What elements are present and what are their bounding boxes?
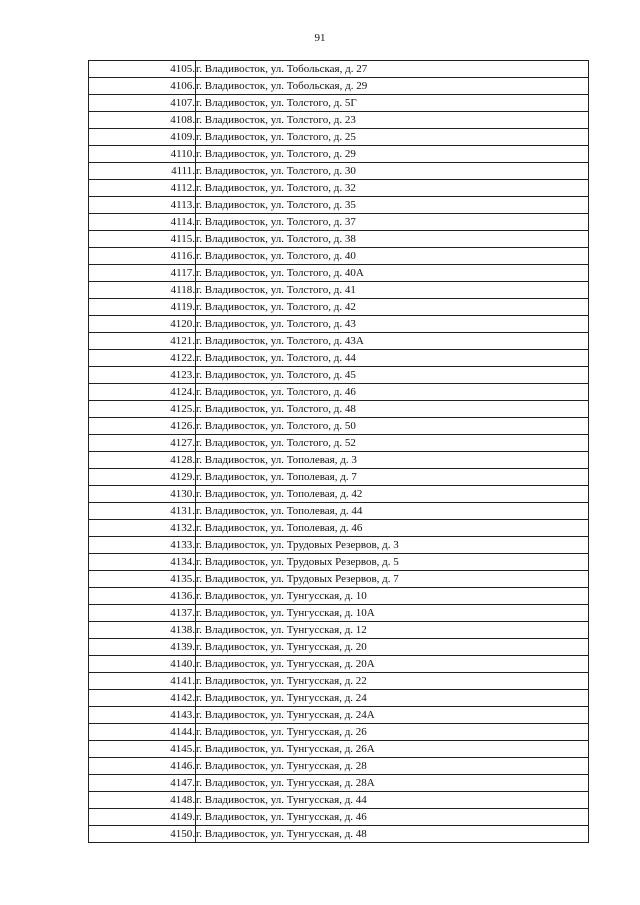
address-cell: г. Владивосток, ул. Толстого, д. 32 bbox=[196, 180, 589, 197]
table-row bbox=[89, 61, 589, 78]
table-row bbox=[89, 452, 589, 469]
row-number-cell: 4140. bbox=[89, 656, 196, 673]
address-cell: г. Владивосток, ул. Тунгусская, д. 10А bbox=[196, 605, 589, 622]
row-number-cell: 4128. bbox=[89, 452, 196, 469]
row-number-cell: 4114. bbox=[89, 214, 196, 231]
address-cell: г. Владивосток, ул. Тополевая, д. 44 bbox=[196, 503, 589, 520]
row-number-cell: 4134. bbox=[89, 554, 196, 571]
table-row bbox=[89, 809, 589, 826]
row-number-cell: 4116. bbox=[89, 248, 196, 265]
row-number-cell: 4133. bbox=[89, 537, 196, 554]
address-cell: г. Владивосток, ул. Трудовых Резервов, д. 7 bbox=[196, 571, 589, 588]
address-cell: г. Владивосток, ул. Тобольская, д. 29 bbox=[196, 78, 589, 95]
row-number-cell: 4109. bbox=[89, 129, 196, 146]
row-number-cell: 4121. bbox=[89, 333, 196, 350]
row-number-cell: 4130. bbox=[89, 486, 196, 503]
address-cell: г. Владивосток, ул. Толстого, д. 23 bbox=[196, 112, 589, 129]
table-row bbox=[89, 775, 589, 792]
address-cell: г. Владивосток, ул. Толстого, д. 42 bbox=[196, 299, 589, 316]
row-number-cell: 4138. bbox=[89, 622, 196, 639]
row-number-cell: 4147. bbox=[89, 775, 196, 792]
table-row bbox=[89, 401, 589, 418]
row-number-cell: 4118. bbox=[89, 282, 196, 299]
address-cell: г. Владивосток, ул. Толстого, д. 40А bbox=[196, 265, 589, 282]
address-cell: г. Владивосток, ул. Тополевая, д. 3 bbox=[196, 452, 589, 469]
row-number-cell: 4145. bbox=[89, 741, 196, 758]
table-row bbox=[89, 537, 589, 554]
row-number-cell: 4131. bbox=[89, 503, 196, 520]
row-number-cell: 4142. bbox=[89, 690, 196, 707]
table-row bbox=[89, 163, 589, 180]
row-number-cell: 4105. bbox=[89, 61, 196, 78]
address-cell: г. Владивосток, ул. Тополевая, д. 46 bbox=[196, 520, 589, 537]
address-cell: г. Владивосток, ул. Толстого, д. 38 bbox=[196, 231, 589, 248]
table-row bbox=[89, 690, 589, 707]
row-number-cell: 4124. bbox=[89, 384, 196, 401]
table-row bbox=[89, 520, 589, 537]
address-cell: г. Владивосток, ул. Толстого, д. 52 bbox=[196, 435, 589, 452]
row-number-cell: 4146. bbox=[89, 758, 196, 775]
table-row bbox=[89, 639, 589, 656]
address-cell: г. Владивосток, ул. Трудовых Резервов, д. 3 bbox=[196, 537, 589, 554]
address-cell: г. Владивосток, ул. Тополевая, д. 7 bbox=[196, 469, 589, 486]
address-cell: г. Владивосток, ул. Толстого, д. 44 bbox=[196, 350, 589, 367]
row-number-cell: 4122. bbox=[89, 350, 196, 367]
row-number-cell: 4108. bbox=[89, 112, 196, 129]
row-number-cell: 4125. bbox=[89, 401, 196, 418]
table-row bbox=[89, 197, 589, 214]
table-row bbox=[89, 588, 589, 605]
address-cell: г. Владивосток, ул. Тунгусская, д. 48 bbox=[196, 826, 589, 843]
table-row bbox=[89, 367, 589, 384]
address-cell: г. Владивосток, ул. Тунгусская, д. 26А bbox=[196, 741, 589, 758]
address-table bbox=[88, 60, 589, 843]
table-row bbox=[89, 316, 589, 333]
row-number-cell: 4132. bbox=[89, 520, 196, 537]
address-table-body bbox=[89, 61, 589, 843]
table-row bbox=[89, 418, 589, 435]
table-row bbox=[89, 469, 589, 486]
address-cell: г. Владивосток, ул. Тунгусская, д. 26 bbox=[196, 724, 589, 741]
row-number-cell: 4149. bbox=[89, 809, 196, 826]
table-row bbox=[89, 248, 589, 265]
table-row bbox=[89, 282, 589, 299]
table-row bbox=[89, 384, 589, 401]
address-cell: г. Владивосток, ул. Тунгусская, д. 28А bbox=[196, 775, 589, 792]
row-number-cell: 4150. bbox=[89, 826, 196, 843]
table-row bbox=[89, 792, 589, 809]
table-row bbox=[89, 146, 589, 163]
table-row bbox=[89, 826, 589, 843]
table-row bbox=[89, 673, 589, 690]
address-cell: г. Владивосток, ул. Толстого, д. 43 bbox=[196, 316, 589, 333]
table-row bbox=[89, 299, 589, 316]
row-number-cell: 4113. bbox=[89, 197, 196, 214]
address-cell: г. Владивосток, ул. Тунгусская, д. 10 bbox=[196, 588, 589, 605]
address-cell: г. Владивосток, ул. Тунгусская, д. 24А bbox=[196, 707, 589, 724]
address-cell: г. Владивосток, ул. Тунгусская, д. 44 bbox=[196, 792, 589, 809]
row-number-cell: 4126. bbox=[89, 418, 196, 435]
address-cell: г. Владивосток, ул. Толстого, д. 29 bbox=[196, 146, 589, 163]
address-cell: г. Владивосток, ул. Толстого, д. 40 bbox=[196, 248, 589, 265]
row-number-cell: 4135. bbox=[89, 571, 196, 588]
address-cell: г. Владивосток, ул. Тунгусская, д. 46 bbox=[196, 809, 589, 826]
row-number-cell: 4127. bbox=[89, 435, 196, 452]
address-cell: г. Владивосток, ул. Толстого, д. 43А bbox=[196, 333, 589, 350]
row-number-cell: 4120. bbox=[89, 316, 196, 333]
row-number-cell: 4119. bbox=[89, 299, 196, 316]
row-number-cell: 4139. bbox=[89, 639, 196, 656]
row-number-cell: 4106. bbox=[89, 78, 196, 95]
table-row bbox=[89, 605, 589, 622]
row-number-cell: 4107. bbox=[89, 95, 196, 112]
address-cell: г. Владивосток, ул. Толстого, д. 45 bbox=[196, 367, 589, 384]
table-row bbox=[89, 78, 589, 95]
address-cell: г. Владивосток, ул. Толстого, д. 50 bbox=[196, 418, 589, 435]
table-row bbox=[89, 758, 589, 775]
row-number-cell: 4141. bbox=[89, 673, 196, 690]
row-number-cell: 4112. bbox=[89, 180, 196, 197]
address-cell: г. Владивосток, ул. Толстого, д. 35 bbox=[196, 197, 589, 214]
table-row bbox=[89, 265, 589, 282]
address-cell: г. Владивосток, ул. Толстого, д. 41 bbox=[196, 282, 589, 299]
table-row bbox=[89, 503, 589, 520]
table-row bbox=[89, 350, 589, 367]
address-cell: г. Владивосток, ул. Тунгусская, д. 28 bbox=[196, 758, 589, 775]
address-cell: г. Владивосток, ул. Тунгусская, д. 20 bbox=[196, 639, 589, 656]
table-row bbox=[89, 486, 589, 503]
address-cell: г. Владивосток, ул. Тунгусская, д. 20А bbox=[196, 656, 589, 673]
row-number-cell: 4123. bbox=[89, 367, 196, 384]
table-row bbox=[89, 214, 589, 231]
row-number-cell: 4115. bbox=[89, 231, 196, 248]
row-number-cell: 4110. bbox=[89, 146, 196, 163]
row-number-cell: 4117. bbox=[89, 265, 196, 282]
row-number-cell: 4136. bbox=[89, 588, 196, 605]
address-cell: г. Владивосток, ул. Толстого, д. 37 bbox=[196, 214, 589, 231]
table-row bbox=[89, 741, 589, 758]
address-cell: г. Владивосток, ул. Тунгусская, д. 12 bbox=[196, 622, 589, 639]
table-row bbox=[89, 554, 589, 571]
row-number-cell: 4143. bbox=[89, 707, 196, 724]
address-cell: г. Владивосток, ул. Толстого, д. 25 bbox=[196, 129, 589, 146]
table-row bbox=[89, 95, 589, 112]
address-cell: г. Владивосток, ул. Трудовых Резервов, д. 5 bbox=[196, 554, 589, 571]
address-cell: г. Владивосток, ул. Тунгусская, д. 24 bbox=[196, 690, 589, 707]
address-cell: г. Владивосток, ул. Толстого, д. 30 bbox=[196, 163, 589, 180]
table-row bbox=[89, 707, 589, 724]
page-number: 91 bbox=[314, 32, 326, 44]
row-number-cell: 4148. bbox=[89, 792, 196, 809]
table-row bbox=[89, 656, 589, 673]
row-number-cell: 4144. bbox=[89, 724, 196, 741]
address-cell: г. Владивосток, ул. Тополевая, д. 42 bbox=[196, 486, 589, 503]
table-row bbox=[89, 571, 589, 588]
address-cell: г. Владивосток, ул. Тобольская, д. 27 bbox=[196, 61, 589, 78]
address-cell: г. Владивосток, ул. Толстого, д. 5Г bbox=[196, 95, 589, 112]
row-number-cell: 4137. bbox=[89, 605, 196, 622]
row-number-cell: 4111. bbox=[89, 163, 196, 180]
row-number-cell: 4129. bbox=[89, 469, 196, 486]
table-row bbox=[89, 231, 589, 248]
table-row bbox=[89, 724, 589, 741]
table-row bbox=[89, 129, 589, 146]
table-row bbox=[89, 333, 589, 350]
table-row bbox=[89, 622, 589, 639]
table-row bbox=[89, 112, 589, 129]
address-cell: г. Владивосток, ул. Толстого, д. 46 bbox=[196, 384, 589, 401]
table-row bbox=[89, 180, 589, 197]
address-cell: г. Владивосток, ул. Толстого, д. 48 bbox=[196, 401, 589, 418]
address-cell: г. Владивосток, ул. Тунгусская, д. 22 bbox=[196, 673, 589, 690]
table-row bbox=[89, 435, 589, 452]
